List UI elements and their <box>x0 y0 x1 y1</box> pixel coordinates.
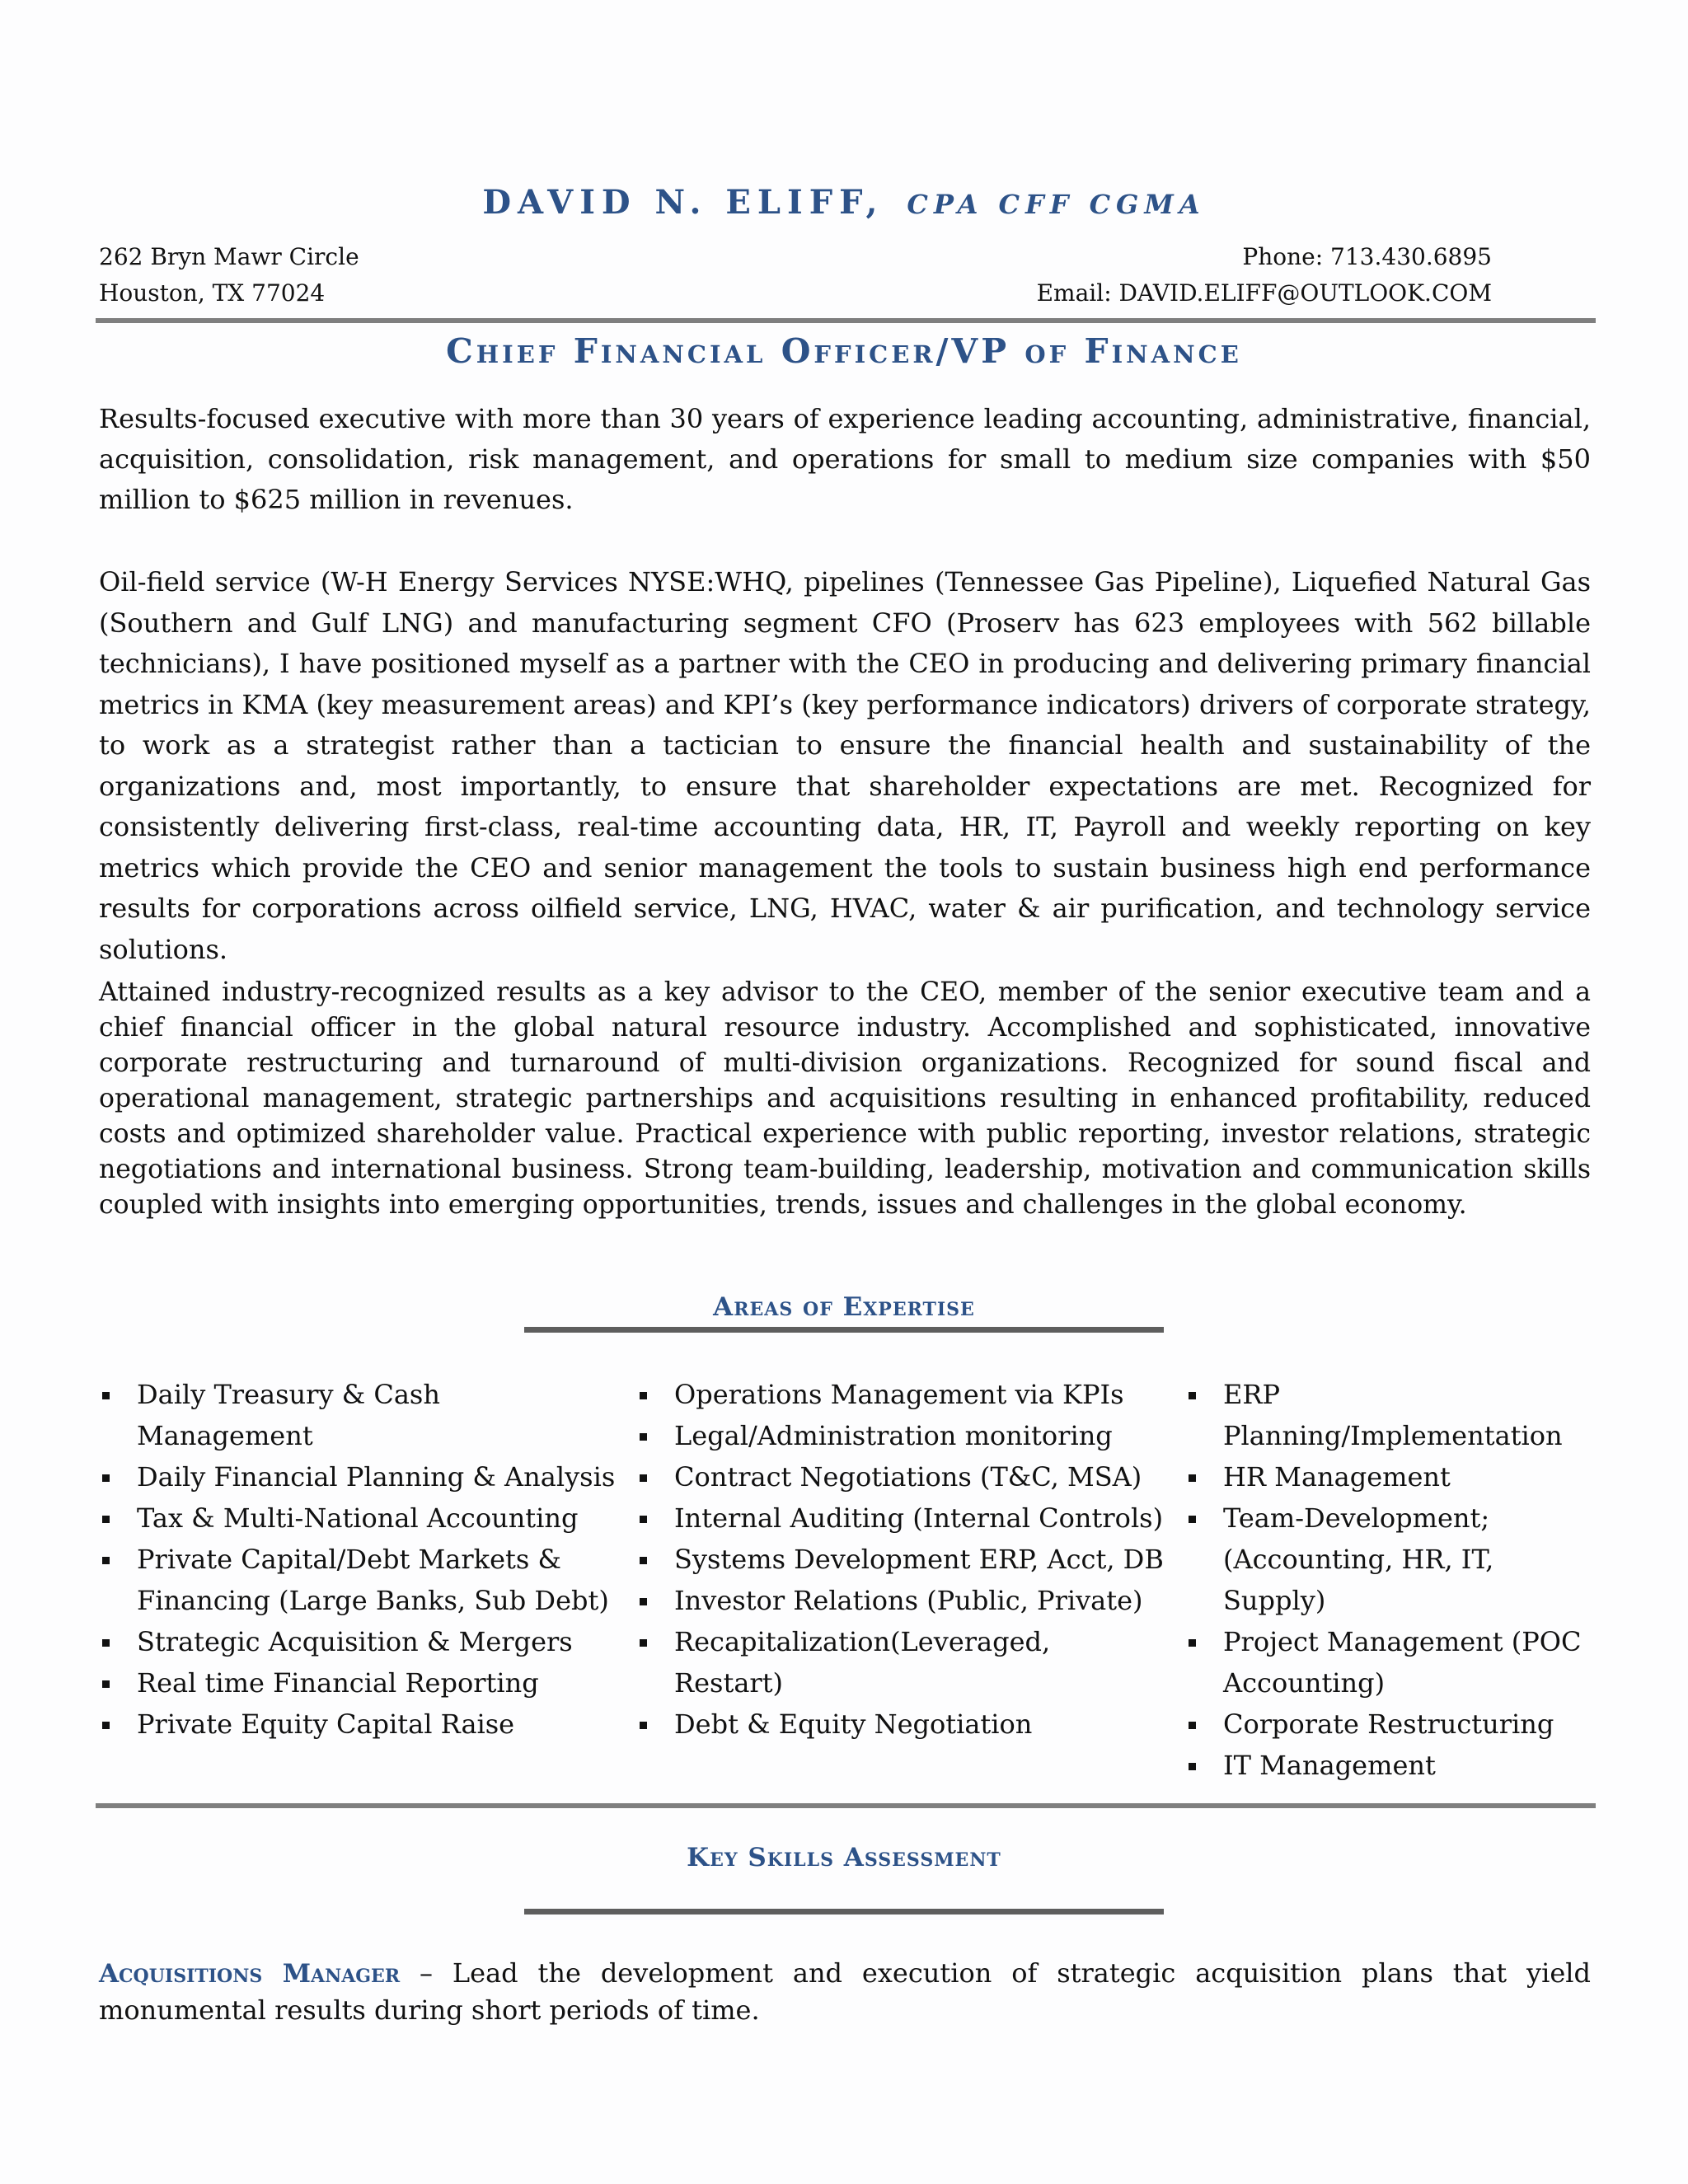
list-item: Recapitalization(Leveraged, Restart) <box>636 1621 1164 1704</box>
skill-item-acquisitions <box>99 1955 1591 2028</box>
list-item: Contract Negotiations (T&C, MSA) <box>636 1456 1164 1497</box>
address-line-2: Houston, TX 77024 <box>99 279 326 307</box>
list-item: ERP Planning/Implementation <box>1185 1374 1596 1456</box>
list-item: Private Equity Capital Raise <box>99 1704 618 1745</box>
list-item: Tax & Multi-National Accounting <box>99 1497 618 1539</box>
list-item: Internal Auditing (Internal Controls) <box>636 1497 1164 1539</box>
list-item: Private Capital/Debt Markets & Financing (Large Banks, Sub Debt) <box>99 1539 618 1621</box>
list-item: Investor Relations (Public, Private) <box>636 1580 1164 1621</box>
summary-paragraph-3: Attained industry-recognized results as a key advisor to the CEO, member of the senior executive team and a chief financial officer in the global natural resource industry. Accomplished and sophisticated, innovative corporate restructuring and turnaround of multi-division organizations. Recognized for sound fiscal and operational management, strategic partnerships and acquisitions resulting in enhanced profitability, reduced costs and optimized shareholder value. Practical experience with public reporting, investor relations, strategic negotiations and international business. Strong team-building, leadership, motivation and communication skills coupled with insights into emerging opportunities, trends, issues and challenges in the global economy. <box>99 977 1591 1220</box>
list-item: Legal/Administration monitoring <box>636 1415 1164 1456</box>
address-block <box>99 239 359 312</box>
expertise-column-2 <box>636 1374 1164 1745</box>
list-item: Daily Treasury & Cash Management <box>99 1374 618 1456</box>
skill-label: Acquisitions Manager <box>99 1959 401 1989</box>
skills-top-divider <box>96 1803 1596 1808</box>
list-item: Systems Development ERP, Acct, DB <box>636 1539 1164 1580</box>
name-text: DAVID N. ELIFF, <box>482 183 884 222</box>
list-item: Operations Management via KPIs <box>636 1374 1164 1415</box>
skills-divider <box>524 1909 1164 1915</box>
phone: Phone: 713.430.6895 <box>1242 243 1492 270</box>
list-item: Team-Development; (Accounting, HR, IT, Supply) <box>1185 1497 1596 1621</box>
contact-block <box>1037 239 1492 312</box>
candidate-name <box>0 183 1688 222</box>
headline: Chief Financial Officer/VP of Finance <box>446 331 1242 371</box>
credentials: CPA CFF CGMA <box>907 189 1206 220</box>
expertise-column-1 <box>99 1374 618 1745</box>
header-divider <box>96 318 1596 323</box>
expertise-divider <box>524 1327 1164 1333</box>
list-item: IT Management <box>1185 1745 1596 1786</box>
list-item: Daily Financial Planning & Analysis <box>99 1456 618 1497</box>
list-item: Debt & Equity Negotiation <box>636 1704 1164 1745</box>
expertise-column-3 <box>1185 1374 1596 1786</box>
summary-paragraph-1: Results-focused executive with more than 30 years of experience leading accounting, administrative, financial, acquisition, consolidation, risk management, and operations for small to medium size companies with $50 million to $625 million in revenues. <box>99 403 1591 515</box>
address-line-1: 262 Bryn Mawr Circle <box>99 243 359 270</box>
list-item: Real time Financial Reporting <box>99 1662 618 1704</box>
list-item: Strategic Acquisition & Mergers <box>99 1621 618 1662</box>
email: Email: DAVID.ELIFF@OUTLOOK.COM <box>1036 279 1492 307</box>
expertise-title: Areas of Expertise <box>713 1292 975 1322</box>
summary-paragraph-2: Oil-field service (W-H Energy Services NYSE:WHQ, pipelines (Tennessee Gas Pipeline), Liquefied Natural Gas (Southern and Gulf LNG) and manufacturing segment CFO (Proserv has 623 employees with 562 billable technicians), I have positioned myself as a partner with the CEO in producing and delivering primary financial metrics in KMA (key measurement areas) and KPI’s (key performance indicators) drivers of corporate strategy, to work as a strategist rather than a tactician to ensure the financial health and sustainability of the organizations and, most importantly, to ensure that shareholder expectations are met. Recognized for consistently delivering first-class, real-time accounting data, HR, IT, Payroll and weekly reporting on key metrics which provide the CEO and senior management the tools to sustain business high end performance results for corporations across oilfield service, LNG, HVAC, water & air purification, and technology service solutions. <box>99 566 1591 965</box>
list-item: Corporate Restructuring <box>1185 1704 1596 1745</box>
list-item: HR Management <box>1185 1456 1596 1497</box>
list-item: Project Management (POC Accounting) <box>1185 1621 1596 1704</box>
skill-description: – Lead the development and execution of strategic acquisition plans that yield monumental results during short periods of time. <box>99 1957 1592 2026</box>
skills-title: Key Skills Assessment <box>687 1843 1001 1872</box>
